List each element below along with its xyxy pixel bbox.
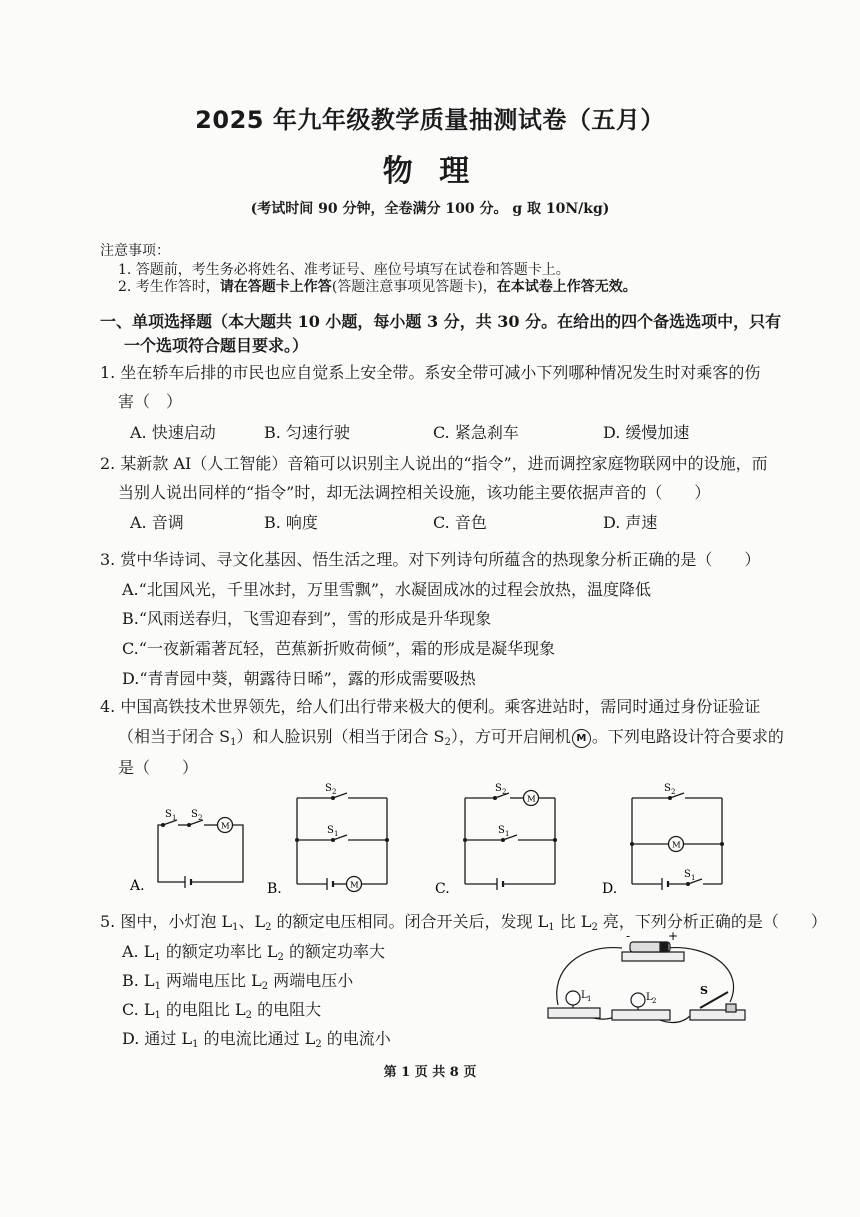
circuit-diagram-b bbox=[265, 778, 400, 898]
battery-minus: - bbox=[626, 929, 631, 943]
q2-option-b: B. 响度 bbox=[264, 513, 318, 532]
q3-option-d: D.“青青园中葵，朝露待日晞”，露的形成需要吸热 bbox=[122, 669, 476, 688]
q2-option-a: A. 音调 bbox=[130, 513, 184, 532]
page-number: 第 1 页 共 8 页 bbox=[383, 1065, 477, 1080]
physical-circuit-figure bbox=[540, 930, 750, 1030]
q1-stem-line2: 害（ ） bbox=[118, 392, 183, 411]
q4-stem-line2: （相当于闭合 $S_1$）和人脸识别（相当于闭合 $S_2$），方可开启闸机 M 。下列电路设计符合要求的 bbox=[118, 727, 784, 748]
switch-label: S bbox=[325, 783, 332, 794]
q5-option-c: C. $L_1$ 的电阻比 $L_2$ 的电阻大 bbox=[122, 1000, 322, 1021]
switch-label: S bbox=[684, 869, 691, 880]
bulb-l2-sub: 2 bbox=[652, 997, 657, 1005]
circuit-diagram-d bbox=[600, 778, 735, 898]
q4-stem-line3: 是（ ） bbox=[118, 758, 199, 777]
switch-sub: 1 bbox=[172, 814, 177, 822]
exam-info: (考试时间 90 分钟，全卷满分 100 分。 g 取 10N/kg) bbox=[250, 201, 610, 217]
bulb-l1-label: L bbox=[581, 990, 588, 1001]
section-1-heading: 一、单项选择题（本大题共 10 小题，每小题 3 分，共 30 分。在给出的四个备选选项中，只有 bbox=[100, 312, 782, 331]
motor-label: M bbox=[221, 821, 230, 832]
q3-option-a: A.“北国风光，千里冰封，万里雪飘”，水凝固成冰的过程会放热，温度降低 bbox=[122, 580, 652, 599]
section-1-desc: 一个选项符合题目要求。） bbox=[124, 336, 309, 355]
q1-option-b: B. 匀速行驶 bbox=[264, 423, 350, 442]
q2-stem-line1: 2. 某新款 AI（人工智能）音箱可以识别主人说出的“指令”，进而调控家庭物联网中的设施，而 bbox=[100, 454, 768, 473]
q3-option-c: C.“一夜新霜著瓦轻，芭蕉新折败荷倾”，霜的形成是凝华现象 bbox=[122, 639, 556, 658]
switch-sub: 1 bbox=[334, 830, 339, 838]
notice-item-2: 2. 考生作答时，请在答题卡上作答(答题注意事项见答题卡)，在本试卷上作答无效。 bbox=[118, 279, 637, 295]
q2-option-d: D. 声速 bbox=[603, 513, 658, 532]
motor-symbol: M bbox=[572, 729, 591, 748]
circuit-diagram-a bbox=[125, 805, 250, 895]
option-label-d: D. bbox=[602, 881, 618, 897]
switch-sub: 2 bbox=[671, 788, 676, 796]
q5-option-d: D. 通过 $L_1$ 的电流比通过 $L_2$ 的电流小 bbox=[122, 1029, 391, 1050]
switch-label: S bbox=[495, 783, 502, 794]
switch-sub: 1 bbox=[691, 874, 696, 882]
q5-stem: 5. 图中，小灯泡 $L_1$、$L_2$ 的额定电压相同。闭合开关后，发现 $L_1$ 比 $L_2$ 亮，下列分析正确的是（ ） bbox=[100, 912, 827, 933]
switch-sub: 2 bbox=[332, 788, 337, 796]
q1-option-d: D. 缓慢加速 bbox=[603, 423, 690, 442]
switch-label: S bbox=[498, 825, 505, 836]
circuit-diagram-c bbox=[433, 778, 568, 898]
switch-label: S bbox=[165, 809, 172, 820]
option-label-b: B. bbox=[267, 881, 282, 897]
battery-plus: + bbox=[668, 929, 679, 943]
q1-stem-line1: 1. 坐在轿车后排的市民也应自觉系上安全带。系安全带可减小下列哪种情况发生时对乘客的伤 bbox=[100, 363, 761, 382]
switch-label: S bbox=[664, 783, 671, 794]
option-label-a: A. bbox=[130, 878, 145, 894]
q4-stem-line1: 4. 中国高铁技术世界领先，给人们出行带来极大的便利。乘客进站时，需同时通过身份证验证 bbox=[100, 697, 761, 716]
q3-option-b: B.“风雨送春归，飞雪迎春到”，雪的形成是升华现象 bbox=[122, 609, 492, 628]
q3-stem: 3. 赏中华诗词、寻文化基因、悟生活之理。对下列诗句所蕴含的热现象分析正确的是（ ） bbox=[100, 550, 761, 569]
q5-option-a: A. $L_1$ 的额定功率比 $L_2$ 的额定功率大 bbox=[122, 942, 386, 963]
q5-option-b: B. $L_1$ 两端电压比 $L_2$ 两端电压小 bbox=[122, 971, 354, 992]
q1-option-c: C. 紧急刹车 bbox=[433, 423, 519, 442]
exam-title: 2025 年九年级教学质量抽测试卷（五月） bbox=[195, 106, 665, 134]
q2-option-c: C. 音色 bbox=[433, 513, 487, 532]
switch-sub: 2 bbox=[502, 788, 507, 796]
notice-item-1: 1. 答题前，考生务必将姓名、准考证号、座位号填写在试卷和答题卡上。 bbox=[118, 262, 570, 278]
q2-stem-line2: 当别人说出同样的“指令”时，却无法调控相关设施，该功能主要依据声音的（ ） bbox=[118, 483, 711, 502]
switch-label: S bbox=[191, 809, 198, 820]
subject-title: 物 理 bbox=[382, 154, 478, 189]
motor-label: M bbox=[527, 794, 536, 805]
notice-heading: 注意事项： bbox=[100, 243, 170, 259]
bulb-l2-label: L bbox=[646, 992, 653, 1003]
switch-s-label: S bbox=[700, 984, 708, 997]
option-label-c: C. bbox=[435, 881, 450, 897]
switch-sub: 2 bbox=[198, 814, 203, 822]
switch-sub: 1 bbox=[505, 830, 510, 838]
switch-label: S bbox=[327, 825, 334, 836]
bulb-l1-sub: 1 bbox=[587, 995, 592, 1003]
motor-label: M bbox=[672, 840, 681, 851]
q1-option-a: A. 快速启动 bbox=[130, 423, 216, 442]
motor-label: M bbox=[350, 880, 359, 891]
